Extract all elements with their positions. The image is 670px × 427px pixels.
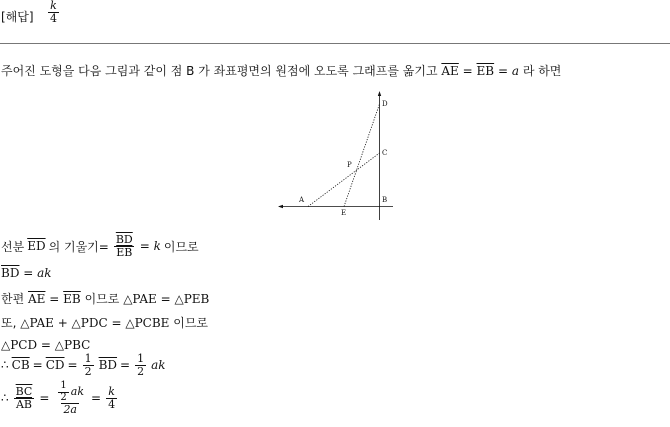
l3-pre: 한편 xyxy=(1,292,25,306)
intro-eq2: = xyxy=(497,64,508,78)
answer-label: [해답] xyxy=(1,10,34,24)
intro-eb: $\overline{EB}$ xyxy=(476,64,495,78)
l6-h2d: 2 xyxy=(137,364,145,378)
l7-den2: 2a xyxy=(63,403,77,416)
l7-eq2: = xyxy=(91,391,102,406)
l6-eq2: = xyxy=(67,358,78,373)
l7-rd: 4 xyxy=(108,397,116,411)
geometry-figure xyxy=(275,88,400,223)
l3-tri: △PAE = △PEB xyxy=(123,292,210,306)
l7-ak: ak xyxy=(70,385,85,399)
l6-ak: ak xyxy=(151,358,166,373)
l6-h1d: 2 xyxy=(84,364,92,378)
answer-value xyxy=(46,0,61,24)
l1-ed: $\overline{ED}$ xyxy=(27,239,46,254)
l6-eq1: = xyxy=(32,358,43,373)
divider xyxy=(0,43,670,44)
l7-therefore: ∴ xyxy=(1,391,9,406)
intro-text: 주어진 도형을 다음 그림과 같이 점 B 가 좌표평면의 원점에 오도록 그래프를 옮기고 xyxy=(1,64,438,78)
l3-eb: $\overline{EB}$ xyxy=(63,292,81,306)
l2-bd: $\overline{BD}$ xyxy=(1,266,20,280)
l1-num: $\overline{BD}$ xyxy=(115,233,133,246)
l3-ae: $\overline{AE}$ xyxy=(28,292,46,306)
l3-eq: = xyxy=(49,292,60,306)
l6-h1n: 1 xyxy=(84,352,92,365)
label-c: C xyxy=(382,149,388,157)
line-cb xyxy=(1,353,166,377)
l1-tail: 이므로 xyxy=(163,239,199,254)
l6-eq3: = xyxy=(120,358,131,373)
answer-denominator: 4 xyxy=(50,11,57,25)
line-slope xyxy=(1,234,199,258)
l6-bd: $\overline{BD}$ xyxy=(98,358,118,373)
l1-post: = k xyxy=(139,239,161,254)
intro-sentence xyxy=(1,62,561,79)
l4-expr: △PAE + △PDC = △PCBE xyxy=(20,316,170,330)
l7-hn: 1 xyxy=(60,380,67,391)
l4-pre: 또, xyxy=(1,316,17,330)
intro-eq: = xyxy=(462,64,473,78)
l6-cb: $\overline{CB}$ xyxy=(11,358,30,373)
l3-mid: 이므로 xyxy=(84,292,120,306)
l1-mid: 의 기울기= xyxy=(48,239,109,254)
l1-den: EB xyxy=(116,245,133,259)
l5-expr: △PCD = △PBC xyxy=(1,338,91,352)
l6-h2n: 1 xyxy=(137,352,145,365)
line-also xyxy=(1,314,208,331)
label-a: A xyxy=(299,196,305,204)
intro-tail: 라 하면 xyxy=(522,64,562,78)
l7-hd: 2 xyxy=(60,391,67,403)
intro-ae: $\overline{AE}$ xyxy=(441,64,459,78)
line-meanwhile xyxy=(1,290,209,307)
l1-pre: 선분 xyxy=(1,239,25,254)
label-p: P xyxy=(347,161,352,169)
l7-rn: k xyxy=(108,385,115,399)
intro-a: a xyxy=(511,64,519,78)
l7-ab: AB xyxy=(15,397,33,411)
line-bd xyxy=(1,266,52,280)
l6-cd: $\overline{CD}$ xyxy=(45,358,65,373)
l7-eq1: = xyxy=(39,391,50,406)
line-ratio xyxy=(1,381,119,416)
line-equal-areas xyxy=(1,338,90,352)
label-e: E xyxy=(341,209,347,217)
answer-numerator: k xyxy=(50,0,57,12)
l2-rest: = ak xyxy=(23,266,52,280)
label-d: D xyxy=(382,100,388,108)
l7-bc: $\overline{BC}$ xyxy=(15,385,33,399)
l6-therefore: ∴ xyxy=(1,358,9,373)
l4-tail: 이므로 xyxy=(173,316,209,330)
label-b: B xyxy=(382,196,388,204)
